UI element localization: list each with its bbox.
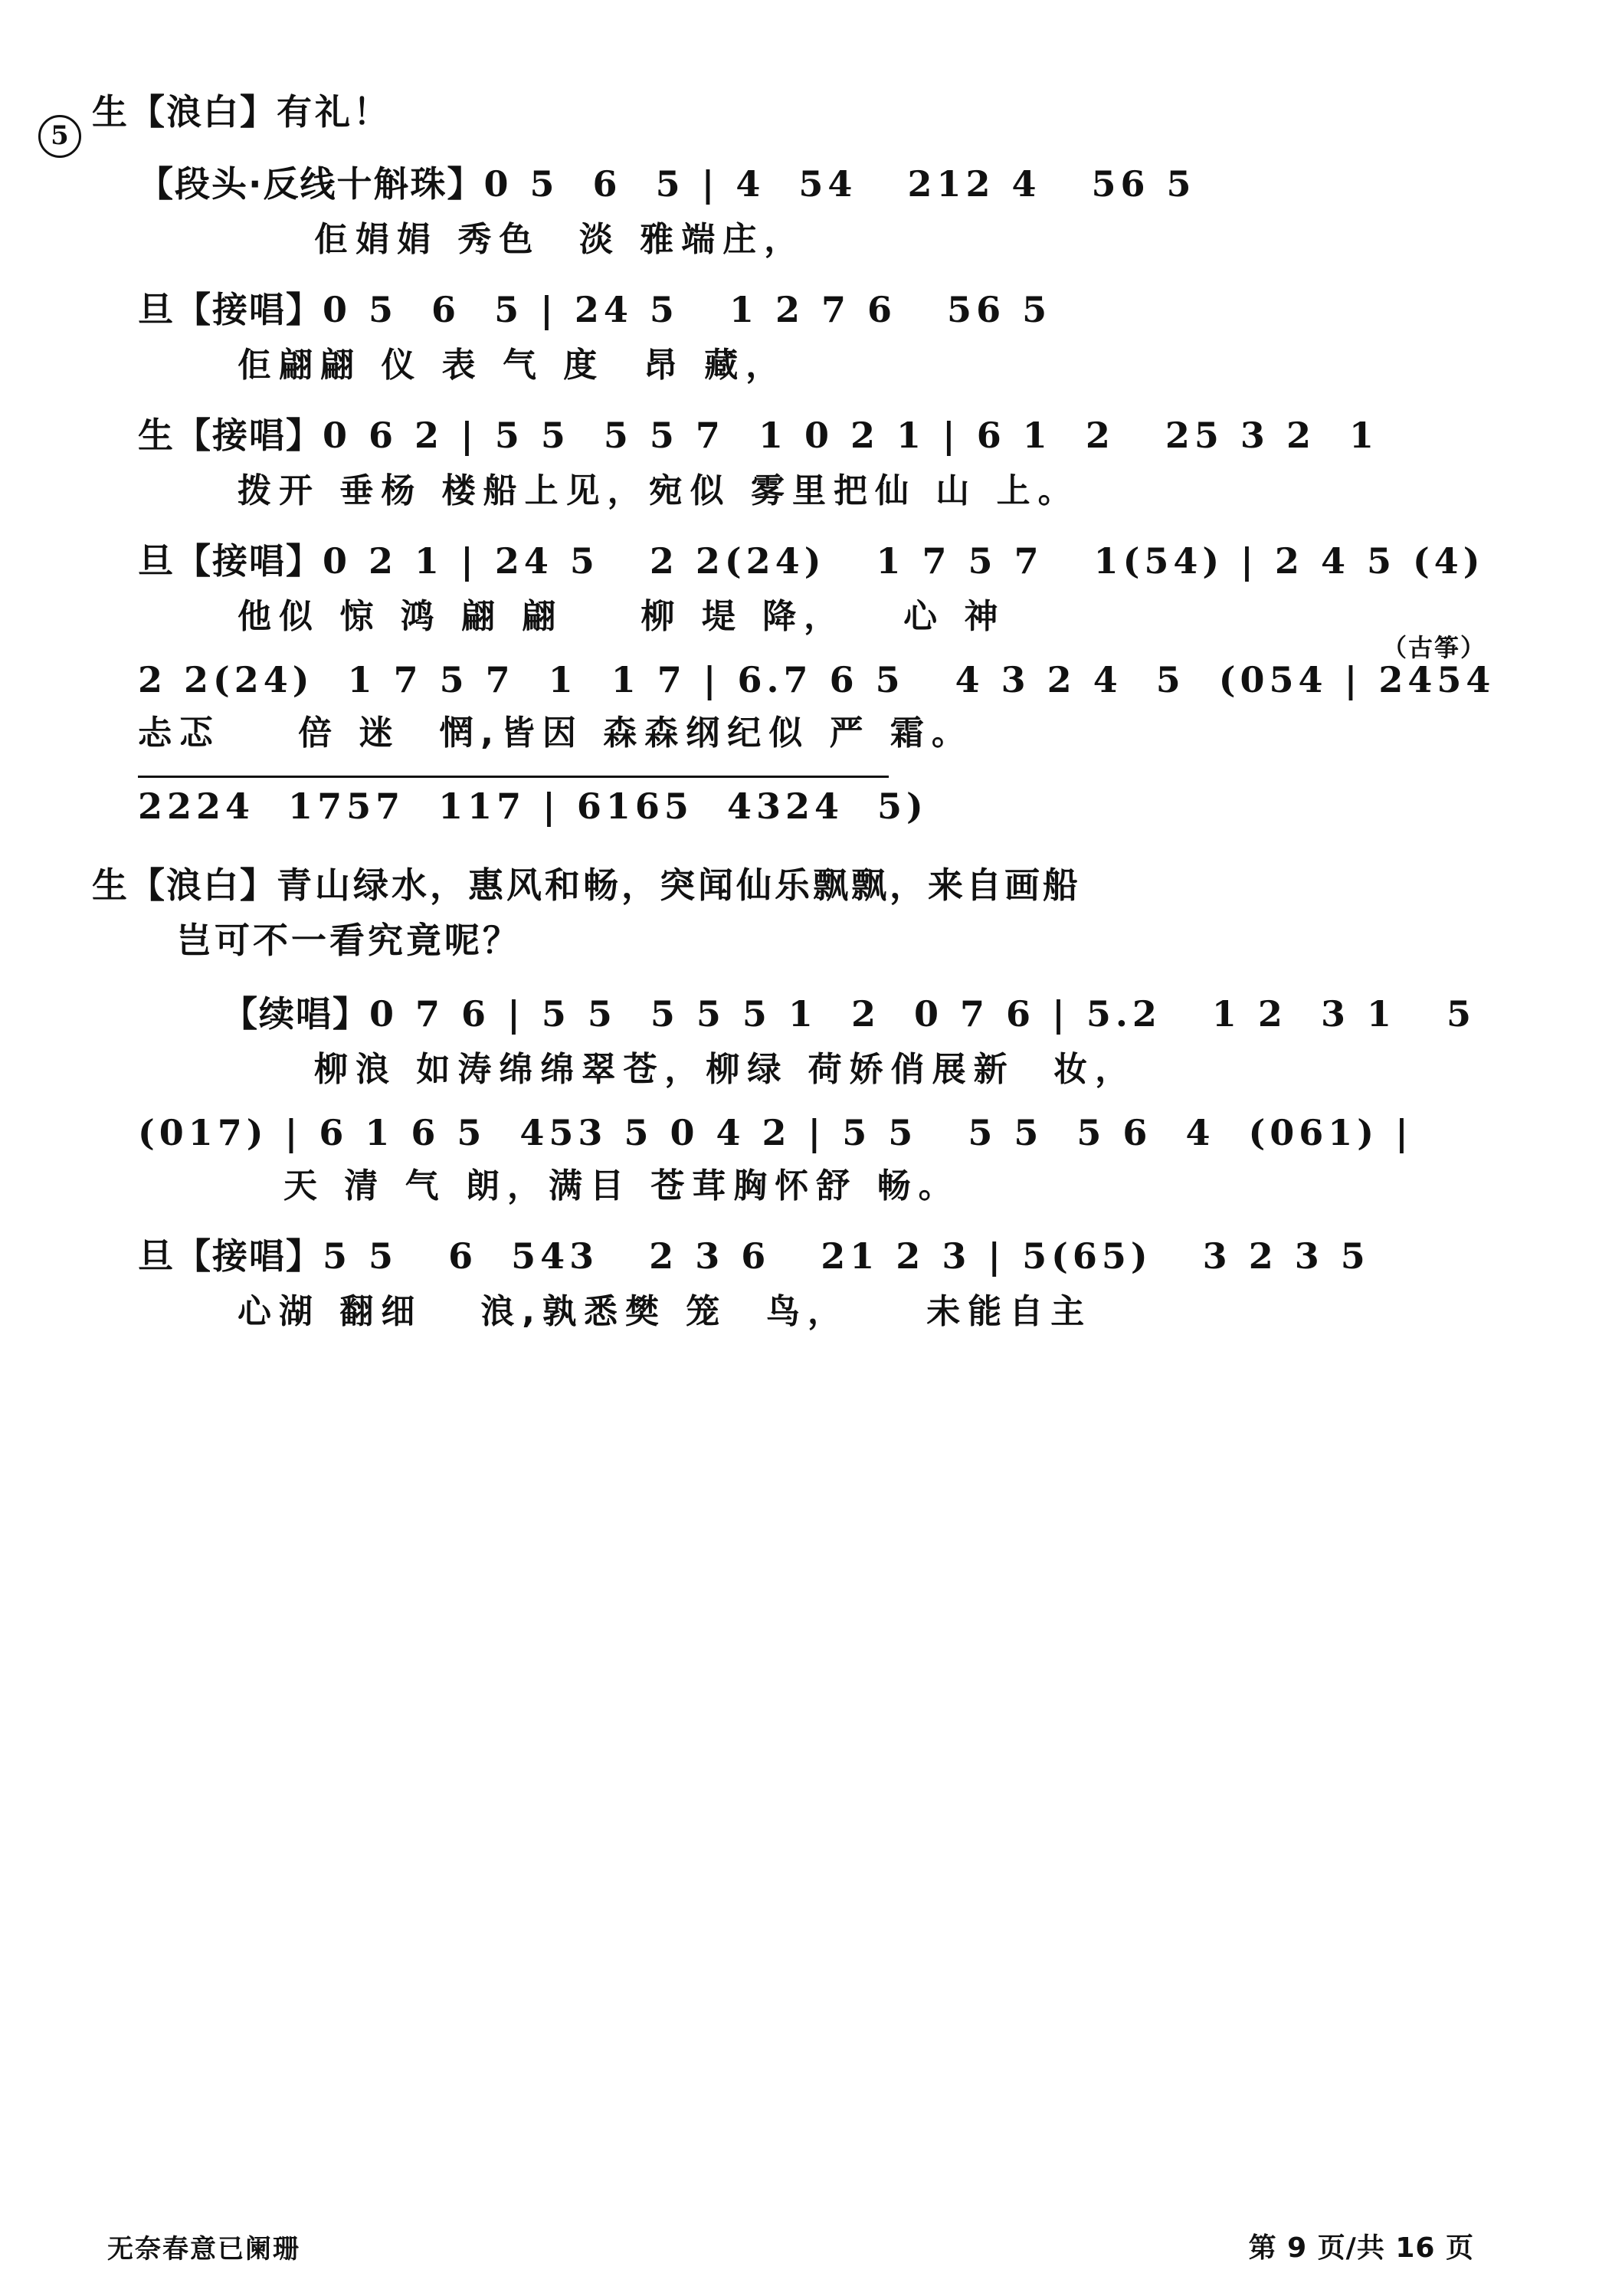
score-block-instrumental-tail: [92, 776, 1532, 827]
notation-line: [92, 533, 1532, 584]
jianpu-notation: 0 2 1 | 24 5 2 2(24) 1 7 5 7 1(54) | 2 4 5 (4): [323, 540, 1485, 582]
jianpu-notation: 0 5 6 5 | 24 5 1 2 7 6 56 5: [323, 289, 1052, 330]
role-label-sheng: 生: [92, 91, 129, 133]
page-footer: [0, 2219, 1612, 2265]
cue-marker-jiechang: 【接唱】: [175, 540, 323, 582]
score-block-dan-2: [92, 533, 1532, 638]
lyric-text: 天 清 气 朗，满目 苍茸胸怀舒 畅。: [283, 1166, 960, 1205]
instrument-annotation-guzheng: （古筝）: [1381, 633, 1486, 662]
notation-line: [138, 786, 1532, 827]
lyric-text: 心湖 翻细 浪,孰悉樊 笼 鸟， 未能自主: [238, 1292, 1093, 1331]
cue-marker-jiechang: 【接唱】: [175, 415, 323, 456]
section-number-badge: 5: [38, 115, 81, 158]
score-block-dan-3: [92, 1228, 1532, 1333]
speech-text: 青山绿水，惠风和畅，突闻仙乐飘飘，来自画船: [277, 864, 1081, 906]
jianpu-notation: 5 5 6 543 2 3 6 21 2 3 | 5(65) 3 2 3 5: [323, 1235, 1370, 1277]
role-label-dan: 旦: [138, 289, 175, 330]
score-content: [92, 84, 1532, 1354]
lyric-text: 他似 惊 鸿 翩 翩 柳 堤 降， 心 神: [238, 597, 1006, 636]
score-block-duantou: [92, 156, 1532, 261]
lyric-text: 拨开 垂杨 楼船上见，宛似 雾里把仙 山 上。: [238, 471, 1080, 510]
jianpu-notation: 0 6 2 | 5 5 5 5 7 1 0 2 1 | 6 1 2 25 3 2 1: [323, 415, 1378, 456]
jianpu-notation: 0 7 6 | 5 5 5 5 5 1 2 0 7 6 | 5.2 1 2 3 1 5: [369, 993, 1476, 1035]
lyric-line: [138, 705, 1532, 754]
role-label-sheng: 生: [92, 864, 129, 906]
notation-line: [138, 156, 1532, 207]
page-number: 第 9 页/共 16 页: [1248, 2232, 1474, 2264]
role-label-dan: 旦: [138, 540, 175, 582]
speech-line: [92, 84, 1532, 135]
role-label-sheng: 生: [138, 415, 175, 456]
score-block-speech-2: [92, 858, 1532, 963]
role-label-dan: 旦: [138, 1235, 175, 1277]
lyric-line: [138, 212, 1532, 261]
speech-line: [92, 858, 1532, 908]
lyric-line: [92, 463, 1532, 512]
notation-line: [138, 986, 1532, 1037]
notation-line: [92, 282, 1532, 333]
jianpu-notation: 2 2(24) 1 7 5 7 1 1 7 | 6.7 6 5 4 3 2 4 5 (054 | 2454: [138, 659, 1496, 700]
notation-line: [92, 408, 1532, 458]
score-block-dan-1: [92, 282, 1532, 386]
lyric-text: 忐忑 倍 迷 惘,皆因 森森纲纪似 严 霜。: [138, 713, 973, 753]
speech-line-cont: [92, 913, 1532, 963]
jianpu-notation: 0 5 6 5 | 4 54 212 4 56 5: [483, 163, 1196, 205]
lyric-line: [92, 589, 1532, 638]
cue-marker-langbai: 【浪白】: [129, 864, 277, 906]
lyric-line: [92, 337, 1532, 386]
score-block-xuchang-cont: [92, 1112, 1532, 1207]
notation-line: [138, 1112, 1532, 1153]
notation-line: [92, 1228, 1532, 1279]
lyric-text: 佢娟娟 秀色 淡 雅端庄，: [314, 220, 806, 259]
notation-line: [138, 659, 1532, 700]
cue-marker-langbai: 【浪白】: [129, 91, 277, 133]
lyric-line: [92, 1284, 1532, 1333]
score-block-guzheng: [92, 633, 1532, 754]
speech-text: 有礼！: [277, 91, 392, 133]
lyric-line: [138, 1041, 1532, 1091]
jianpu-notation: 2224 1757 117 | 6165 4324 5): [138, 786, 928, 827]
score-block-sheng-1: [92, 408, 1532, 512]
footer-note: 无奈春意已阑珊: [107, 2234, 300, 2265]
cue-marker-jiechang: 【接唱】: [175, 289, 323, 330]
cue-marker-jiechang: 【接唱】: [175, 1235, 323, 1277]
score-block-xuchang: [92, 986, 1532, 1091]
lyric-text: 佢翩翩 仪 表 气 度 昂 藏，: [238, 346, 788, 385]
instrumental-bracket-rule: [138, 776, 889, 778]
cue-marker-xuchang: 【续唱】: [222, 993, 369, 1035]
lyric-text: 柳浪 如涛绵绵翠苍，柳绿 荷娇俏展新 妆，: [314, 1050, 1137, 1089]
jianpu-notation: (017) | 6 1 6 5 453 5 0 4 2 | 5 5 5 5 5 6 4 (061) |: [138, 1112, 1413, 1153]
tune-title-duantou: 【段头·反线十斛珠】: [138, 163, 484, 205]
speech-text: 岂可不一看究竟呢？: [176, 920, 521, 961]
score-block-speech-1: [92, 84, 1532, 135]
lyric-line: [138, 1158, 1532, 1207]
